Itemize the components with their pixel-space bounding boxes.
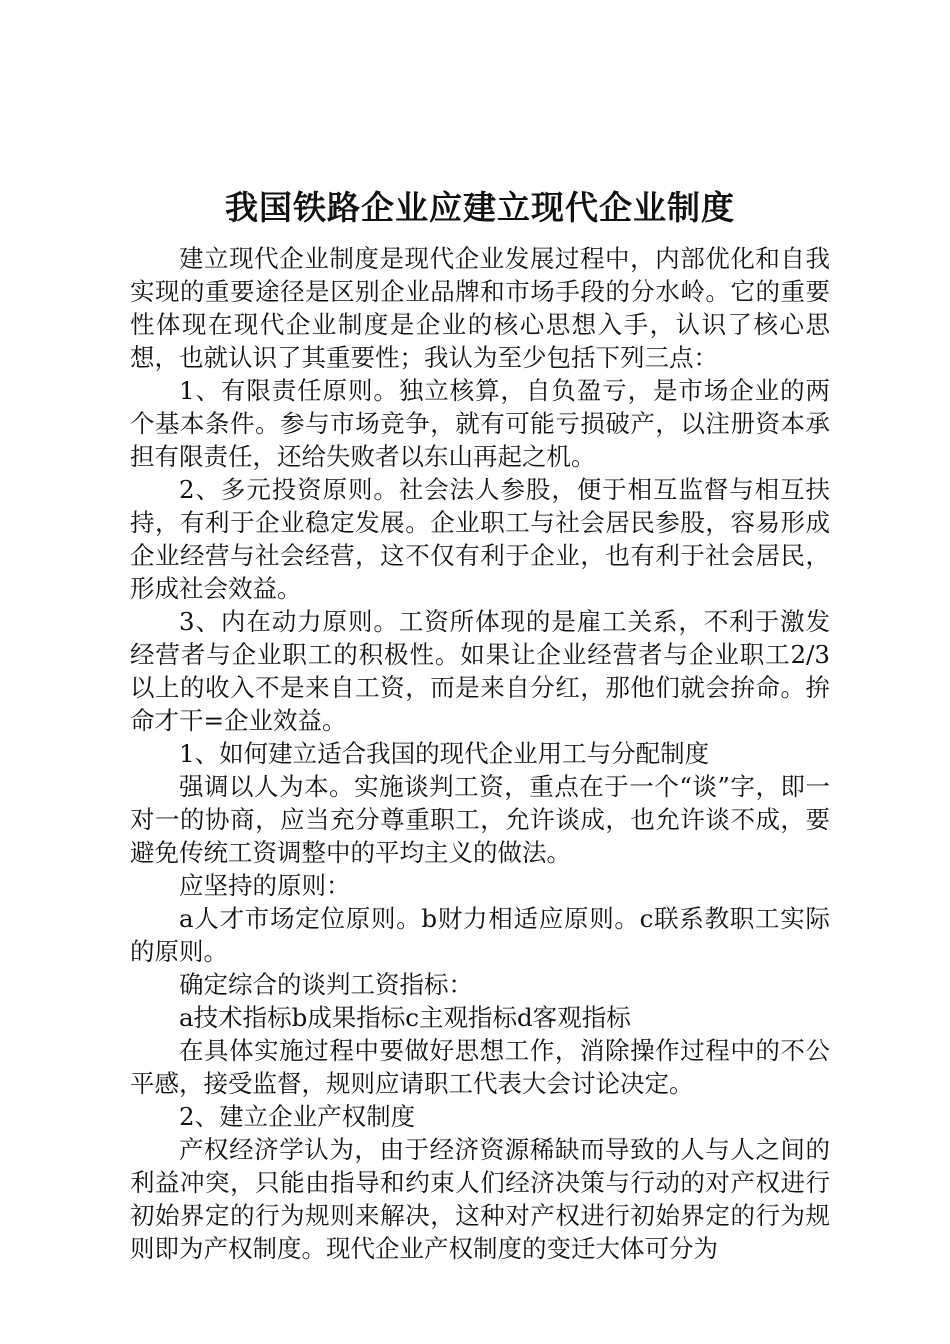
paragraph-diversified-investment: 2、多元投资原则。社会法人参股，便于相互监督与相互扶持，有利于企业稳定发展。企业职工与社会居民参股，容易形成企业经营与社会经营，这不仅有利于企业，也有利于社会居民，形成社会效益。 [130, 475, 830, 603]
paragraph-indicators-heading: 确定综合的谈判工资指标： [179, 970, 473, 999]
document-page [130, 180, 830, 1265]
paragraph-implementation: 在具体实施过程中要做好思想工作，消除操作过程中的不公平感，接受监督，规则应请职工代表大会讨论决定。 [130, 1036, 830, 1098]
paragraph-principles-heading: 应坚持的原则： [179, 871, 351, 900]
paragraph-internal-motivation: 3、内在动力原则。工资所体现的是雇工关系，不利于激发经营者与企业职工的积极性。如果让企业经营者与企业职工2/3以上的收入不是来自工资，而是来自分红，那他们就会拚命。拚命才干=企业效益。 [130, 607, 830, 735]
section-heading-employment: 1、如何建立适合我国的现代企业用工与分配制度 [179, 739, 710, 768]
document-title: 我国铁路企业应建立现代企业制度 [225, 188, 735, 227]
paragraph-principles-list: a人才市场定位原则。b财力相适应原则。c联系教职工实际的原则。 [130, 904, 830, 966]
section-heading-property-rights: 2、建立企业产权制度 [179, 1102, 416, 1131]
paragraph-intro: 建立现代企业制度是现代企业发展过程中，内部优化和自我实现的重要途径是区别企业品牌和市场手段的分水岭。它的重要性体现在现代企业制度是企业的核心思想入手，认识了核心思想，也就认识了其重要性；我认为至少包括下列三点： [130, 244, 830, 372]
paragraph-indicators-list: a技术指标b成果指标c主观指标d客观指标 [179, 1003, 631, 1032]
paragraph-property-rights: 产权经济学认为，由于经济资源稀缺而导致的人与人之间的利益冲突，只能由指导和约束人们经济决策与行动的对产权进行初始界定的行为规则来解决，这种对产权进行初始界定的行为规则即为产权制度。现代企业产权制度的变迁大体可分为 [130, 1135, 830, 1263]
paragraph-people-oriented: 强调以人为本。实施谈判工资，重点在于一个“谈”字，即一对一的协商，应当充分尊重职工，允许谈成，也允许谈不成，要避免传统工资调整中的平均主义的做法。 [130, 772, 830, 867]
paragraph-limited-liability: 1、有限责任原则。独立核算，自负盈亏，是市场企业的两个基本条件。参与市场竞争，就有可能亏损破产，以注册资本承担有限责任，还给失败者以东山再起之机。 [130, 376, 830, 471]
